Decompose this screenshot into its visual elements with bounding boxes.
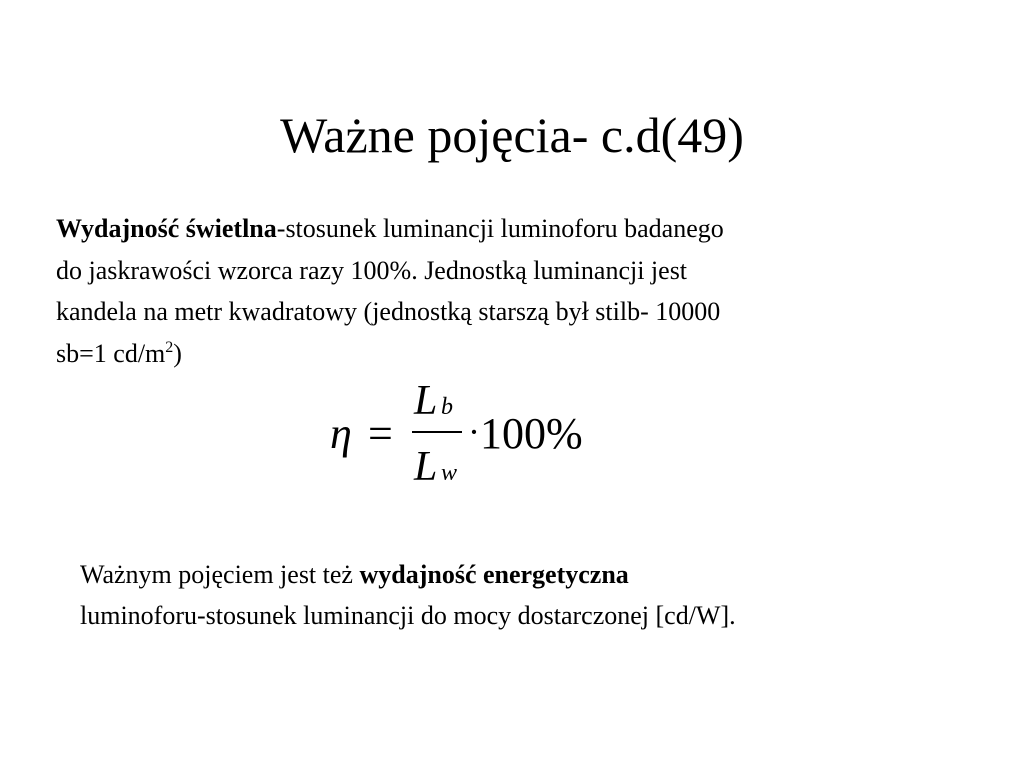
- formula-svg: [320, 368, 620, 498]
- energy-text-prefix: Ważnym pojęciem jest też: [80, 560, 360, 589]
- slide-title: Ważne pojęcia- c.d(49): [280, 107, 744, 163]
- equals-sign: =: [368, 409, 393, 458]
- term-energy-efficiency: wydajność energetyczna: [359, 560, 629, 589]
- percentage-value: 100%: [480, 409, 583, 458]
- numerator-subscript-b: b: [441, 394, 453, 420]
- multiply-dot: ·: [468, 412, 480, 452]
- energy-efficiency-paragraph: [80, 554, 980, 636]
- efficiency-formula: [320, 368, 620, 498]
- denominator-L: L: [414, 444, 438, 490]
- definition-text-line4-end: ): [173, 338, 182, 368]
- definition-text-line3: kandela na metr kwadratowy (jednostką starszą był stilb- 10000: [56, 297, 721, 326]
- definition-text-line4: sb=1 cd/m: [56, 338, 166, 368]
- definition-paragraph: [56, 208, 956, 374]
- superscript-2: 2: [165, 338, 174, 356]
- energy-text-line2: luminoforu-stosunek luminancji do mocy dostarczonej [cd/W].: [80, 601, 736, 630]
- eta-symbol: η: [330, 409, 352, 458]
- numerator-L: L: [414, 378, 438, 424]
- denominator-subscript-w: w: [441, 460, 458, 486]
- definition-text-line1: -stosunek luminancji luminoforu badanego: [276, 214, 724, 243]
- definition-text-line2: do jaskrawości wzorca razy 100%. Jednostką luminancji jest: [56, 255, 688, 285]
- term-luminous-efficiency: Wydajność świetlna: [56, 214, 277, 243]
